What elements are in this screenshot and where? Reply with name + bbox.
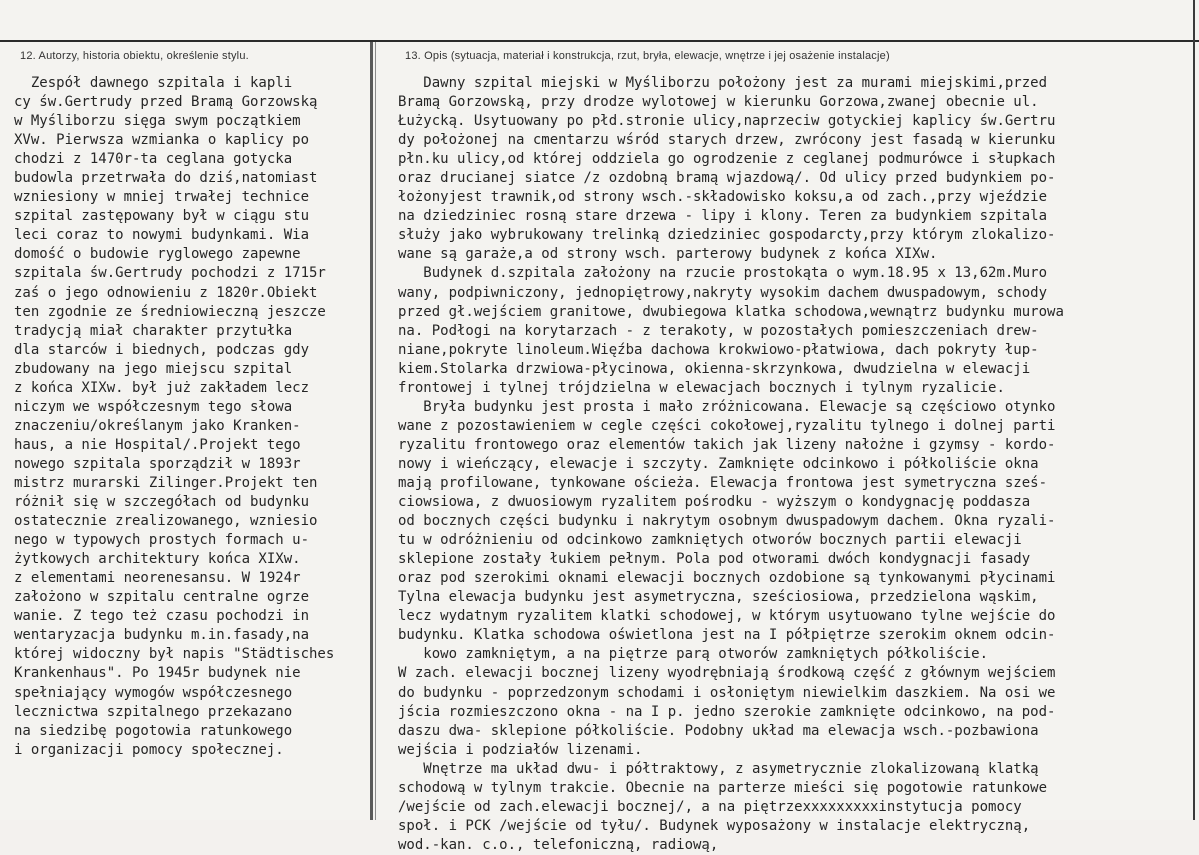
text-line: wzniesiony w mniej trwałej technice [14, 189, 310, 206]
text-line: wane są garaże,a od strony wsch. parterowy budynek z końca XIXw. [398, 246, 938, 263]
text-line: dy położonej na cmentarzu wśród starych drzew, zwrócony jest fasadą w kierunku [398, 132, 1056, 149]
text-line: zbudowany na jego miejscu szpital [14, 360, 293, 377]
text-line: na. Podłogi na korytarzach - z terakoty, w pozostałych pomieszczeniach drew- [398, 322, 1039, 339]
text-line: wanie. Z tego też czasu pochodzi in [14, 608, 310, 625]
text-line: służy jako wybrukowany trelinką dziedziniec gospodarcty,przy którym zlokalizo- [398, 227, 1056, 244]
text-line: haus, a nie Hospital/.Projekt tego [14, 436, 301, 453]
text-line: Budynek d.szpitala założony na rzucie prostokąta o wym.18.95 x 13,62m.Muro [398, 265, 1048, 282]
text-line: niczym we współczesnym tego słowa [14, 398, 293, 415]
text-line: od bocznych części budynku i nakrytym osobnym dwuspadowym dachem. Okna ryzali- [398, 513, 1056, 530]
text-line: frontowej i tylnej trójdzielna w elewacjach bocznych i tylnym ryzalicie. [398, 379, 1005, 396]
history-text [14, 74, 334, 760]
text-line: kowo zamkniętym, a na piętrze parą otworów zamkniętych półkoliście. [398, 646, 989, 663]
top-rule [0, 40, 1199, 42]
text-line: szpitala św.Gertrudy pochodzi z 1715r [14, 265, 326, 282]
text-line: nowego szpitala sporządził w 1893r [14, 455, 301, 472]
text-line: ten zgodnie ze średniowieczną jeszcze [14, 303, 326, 320]
section-13-header: 13. Opis (sytuacja, materiał i konstrukcja, rzut, bryła, elewacje, wnętrze i jej osażenie instalacje) [405, 50, 890, 62]
text-line: chodzi z 1470r-ta ceglana gotycka [14, 151, 293, 168]
text-line: oraz drucianej siatce /z ozdobną bramą wjazdową/. Od ulicy przed budynkiem po- [398, 170, 1056, 187]
text-line: XVw. Pierwsza wzmianka o kaplicy po [14, 132, 310, 149]
text-line: wentaryzacja budynku m.in.fasady,na [14, 627, 310, 644]
text-line: społ. i PCK /wejście od tyłu/. Budynek wyposażony w instalacje elektryczną, [398, 817, 1031, 834]
text-line: Dawny szpital miejski w Myśliborzu położony jest za murami miejskimi,przed [398, 75, 1048, 91]
text-line: Tylna elewacja budynku jest asymetryczna, sześciosiowa, przedzielona wąskim, [398, 589, 1039, 606]
text-line: Bryła budynku jest prosta i mało zróżnicowana. Elewacje są częściowo otynko [398, 398, 1056, 415]
text-line: ciowsiowa, z dwuosiowym ryzalitem pośrodku - wyższym o kondygnację poddasza [398, 494, 1031, 511]
text-line: dla starców i biednych, podczas gdy [14, 341, 310, 358]
text-line: na siedzibę pogotowia ratunkowego [14, 722, 293, 739]
text-line: nowy i wieńczący, elewacje i szczyty. Zamknięte odcinkowo i półkoliście okna [398, 455, 1039, 472]
text-line: ostatecznie zrealizowanego, wzniesio [14, 513, 318, 530]
text-line: daszu dwa- sklepione półkoliście. Podobny układ ma elewacja wsch.-pozbawiona [398, 722, 1039, 739]
text-line: zaś o jego odnowieniu z 1820r.Obiekt [14, 284, 318, 301]
text-line: z elementami neorenesansu. W 1924r [14, 570, 301, 587]
text-line: leci coraz to nowymi budynkami. Wia [14, 227, 310, 244]
text-line: spełniający wymogów współczesnego [14, 684, 293, 701]
text-line: Łużycką. Usytuowany po płd.stronie ulicy,naprzeciw gotyckiej kaplicy św.Gertru [398, 113, 1056, 130]
text-line: łożonyjest trawnik,od strony wsch.-składowisko koksu,a od zach.,przy wjeździe [398, 189, 1048, 206]
text-line: oraz pod szerokimi oknami elewacji bocznych ozdobione są tynkowanymi płycinami [398, 570, 1056, 587]
description-text [398, 74, 1064, 855]
text-line: tradycją miał charakter przytułka [14, 322, 293, 339]
text-line: budowla przetrwała do dziś,natomiast [14, 170, 318, 187]
text-line: tu w odróżnieniu od odcinkowo zamkniętych otworów bocznych partii elewacji [398, 532, 1022, 549]
text-line: schodową w tylnym trakcie. Obecnie na parterze mieści się pogotowie ratunkowe [398, 779, 1048, 796]
text-line: płn.ku ulicy,od której oddziela go ogrodzenie z ceglanej podmurówce i słupkach [398, 151, 1056, 168]
text-line: kiem.Stolarka drzwiowa-płycinowa, okienna-skrzynkowa, dwudzielna w elewacji [398, 360, 1031, 377]
column-divider [370, 42, 373, 820]
text-line: ryzalitu frontowego oraz elementów takich jak lizeny nałożne i gzymsy - kordo- [398, 436, 1056, 453]
text-line: lecz wydatnym ryzalitem klatki schodowej, w którym usytuowano tylne wejście do [398, 608, 1056, 625]
text-line: niane,pokryte linoleum.Więźba dachowa krokwiowo-płatwiowa, dach pokryty łup- [398, 341, 1039, 358]
text-line: /wejście od zach.elewacji bocznej/, a na piętrzexxxxxxxxxinstytucja pomocy [398, 798, 1022, 815]
text-line: mają profilowane, tynkowane ościeża. Elewacja frontowa jest symetryczna sześ- [398, 474, 1048, 491]
text-line: na dziedziniec rosną stare drzewa - lipy i klony. Teren za budynkiem szpitala [398, 208, 1048, 225]
text-line: której widoczny był napis "Städtisches [14, 646, 335, 663]
text-line: jścia rozmieszczono okna - na I p. jedno szerokie zamknięte odcinkowo, na pod- [398, 703, 1056, 720]
text-line: do budynku - poprzedzonym schodami i osłoniętym niewielkim daszkiem. Na osi we [398, 684, 1056, 701]
text-line: wane z pozostawieniem w cegle części cokołowej,ryzalitu tylnego i dolnej parti [398, 417, 1056, 434]
text-line: założono w szpitalu centralne ogrze [14, 589, 310, 606]
text-line: budynku. Klatka schodowa oświetlona jest na I półpiętrze szerokim oknem odcin- [398, 627, 1056, 644]
text-line: znaczeniu/określanym jako Kranken- [14, 417, 301, 434]
text-line: przed gł.wejściem granitowe, dwubiegowa klatka schodowa,wewnątrz budynku murowa [398, 303, 1064, 320]
text-line: nego w typowych prostych formach u- [14, 532, 310, 549]
right-edge-rule [1193, 0, 1195, 820]
text-line: wod.-kan. c.o., telefoniczną, radiową, [398, 836, 719, 853]
text-line: z końca XIXw. był już zakładem lecz [14, 379, 310, 396]
text-line: Bramą Gorzowską, przy drodze wylotowej w kierunku Gorzowa,zwanej obecnie ul. [398, 94, 1039, 111]
text-line: szpital zastępowany był w ciągu stu [14, 208, 310, 225]
text-line: Krankenhaus". Po 1945r budynek nie [14, 665, 301, 682]
text-line: żytkowych architektury końca XIXw. [14, 551, 301, 568]
text-line: wany, podpiwniczony, jednopiętrowy,nakryty wysokim dachem dwuspadowym, schody [398, 284, 1048, 301]
text-line: i organizacji pomocy społecznej. [14, 741, 284, 758]
section-12-header: 12. Autorzy, historia obiektu, określenie stylu. [20, 50, 249, 62]
text-line: W zach. elewacji bocznej lizeny wyodrębniają środkową część z głównym wejściem [398, 665, 1056, 682]
text-line: różnił się w szczegółach od budynku [14, 494, 310, 511]
text-line: mistrz murarski Zilinger.Projekt ten [14, 474, 318, 491]
text-line: Zespół dawnego szpitala i kapli [14, 75, 293, 91]
text-line: wejścia i podziałów lizenami. [398, 741, 643, 758]
text-line: w Myśliborzu sięga swym początkiem [14, 113, 301, 130]
text-line: sklepione zostały łukiem pełnym. Pola pod otworami dwóch kondygnacji fasady [398, 551, 1031, 568]
column-divider-thin [375, 42, 376, 820]
text-line: Wnętrze ma układ dwu- i półtraktowy, z asymetrycznie zlokalizowaną klatką [398, 760, 1039, 777]
text-line: cy św.Gertrudy przed Bramą Gorzowską [14, 94, 318, 111]
text-line: domość o budowie ryglowego zapewne [14, 246, 301, 263]
text-line: lecznictwa szpitalnego przekazano [14, 703, 293, 720]
